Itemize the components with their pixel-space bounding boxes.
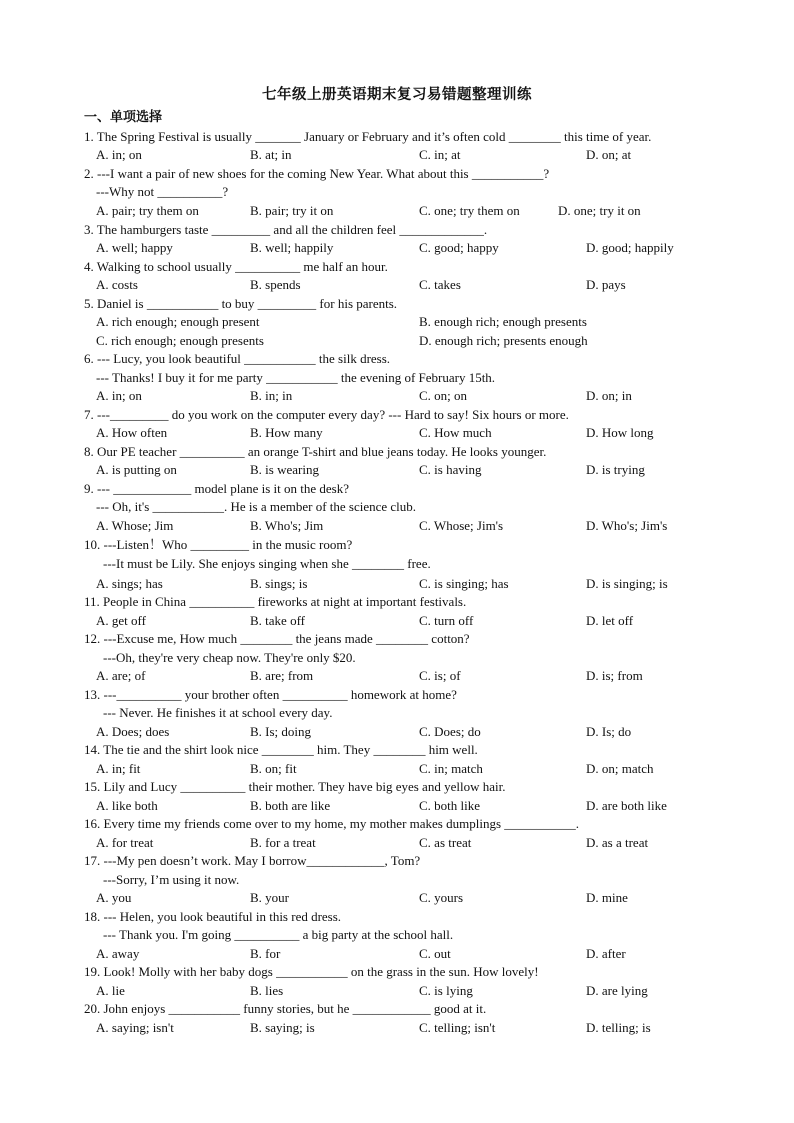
question-4: 4. Walking to school usually __________ me half an hour. (84, 259, 388, 274)
options-15 (0, 798, 794, 814)
option-a: A. is putting on (96, 462, 177, 477)
option-b: B. both are like (250, 798, 331, 813)
question-15: 15. Lily and Lucy __________ their mother. They have big eyes and yellow hair. (84, 779, 506, 794)
option-c: C. is singing; has (419, 576, 509, 591)
option-b: B. are; from (250, 668, 314, 683)
options-10 (0, 576, 794, 592)
options-11 (0, 613, 794, 629)
question-19: 19. Look! Molly with her baby dogs ___________ on the grass in the sun. How lovely! (84, 964, 539, 979)
option-b: B. is wearing (250, 462, 319, 477)
options-16 (0, 835, 794, 851)
option-d: D. mine (586, 890, 628, 905)
question-18-reply: --- Thank you. I'm going __________ a big party at the school hall. (103, 927, 454, 942)
option-b: B. for (250, 946, 281, 961)
question-12-reply: ---Oh, they're very cheap now. They're only $20. (103, 650, 356, 665)
question-13-reply: --- Never. He finishes it at school every day. (103, 705, 333, 720)
option-c: C. in; match (419, 761, 483, 776)
option-d: D. let off (586, 613, 634, 628)
options-3 (0, 240, 794, 256)
question-2: 2. ---I want a pair of new shoes for the coming New Year. What about this ___________? (84, 166, 550, 181)
question-18: 18. --- Helen, you look beautiful in this red dress. (84, 909, 342, 924)
option-d: D. is trying (586, 462, 645, 477)
question-5: 5. Daniel is ___________ to buy _________ for his parents. (84, 296, 398, 311)
options-4 (0, 277, 794, 293)
option-b: B. sings; is (250, 576, 308, 591)
option-a: A. How often (96, 425, 168, 440)
option-b: B. well; happily (250, 240, 334, 255)
options-20 (0, 1020, 794, 1036)
option-a: A. in; on (96, 147, 142, 162)
options-7 (0, 425, 794, 441)
question-13: 13. ---__________ your brother often __________ homework at home? (84, 687, 457, 702)
option-c: C. as treat (419, 835, 472, 850)
option-d: D. good; happily (586, 240, 674, 255)
option-d: D. enough rich; presents enough (419, 333, 588, 348)
option-a: A. sings; has (96, 576, 163, 591)
question-9-reply: --- Oh, it's ___________. He is a member of the science club. (96, 499, 417, 514)
option-b: B. Is; doing (250, 724, 312, 739)
option-a: A. well; happy (96, 240, 173, 255)
question-20: 20. John enjoys ___________ funny stories, but he ____________ good at it. (84, 1001, 487, 1016)
option-b: B. your (250, 890, 289, 905)
question-3: 3. The hamburgers taste _________ and all the children feel _____________. (84, 222, 488, 237)
option-d: D. after (586, 946, 626, 961)
option-b: B. in; in (250, 388, 293, 403)
question-6: 6. --- Lucy, you look beautiful ___________ the silk dress. (84, 351, 391, 366)
question-10: 10. ---Listen！Who _________ in the music room? (84, 537, 353, 552)
option-b: B. lies (250, 983, 284, 998)
option-c: C. is; of (419, 668, 461, 683)
option-d: D. on; at (586, 147, 632, 162)
option-b: B. enough rich; enough presents (419, 314, 587, 329)
section-heading: 一、单项选择 (84, 110, 163, 125)
option-d: D. as a treat (586, 835, 649, 850)
option-b: B. for a treat (250, 835, 316, 850)
options-18 (0, 946, 794, 962)
option-c: C. rich enough; enough presents (96, 333, 264, 348)
options-9 (0, 518, 794, 534)
options-8 (0, 462, 794, 478)
options-13 (0, 724, 794, 740)
option-a: A. Whose; Jim (96, 518, 174, 533)
option-c: C. is lying (419, 983, 473, 998)
option-d: D. Who's; Jim's (586, 518, 668, 533)
options-12 (0, 668, 794, 684)
option-d: D. How long (586, 425, 654, 440)
question-7: 7. ---_________ do you work on the computer every day? --- Hard to say! Six hours or more. (84, 407, 569, 422)
option-d: D. pays (586, 277, 626, 292)
option-d: D. is singing; is (586, 576, 668, 591)
option-a: A. are; of (96, 668, 146, 683)
option-a: A. costs (96, 277, 138, 292)
question-9: 9. --- ____________ model plane is it on the desk? (84, 481, 350, 496)
option-c: C. turn off (419, 613, 474, 628)
options-17 (0, 890, 794, 906)
option-c: C. in; at (419, 147, 461, 162)
option-a: A. away (96, 946, 140, 961)
option-d: D. on; match (586, 761, 654, 776)
question-1: 1. The Spring Festival is usually _______ January or February and it’s often cold ________ this time of year. (84, 129, 652, 144)
option-b: B. at; in (250, 147, 292, 162)
option-d: D. Is; do (586, 724, 632, 739)
option-b: B. on; fit (250, 761, 297, 776)
option-a: A. in; fit (96, 761, 141, 776)
option-a: A. get off (96, 613, 146, 628)
option-a: A. for treat (96, 835, 154, 850)
option-a: A. Does; does (96, 724, 170, 739)
question-17: 17. ---My pen doesn’t work. May I borrow____________, Tom? (84, 853, 421, 868)
question-11: 11. People in China __________ fireworks at night at important festivals. (84, 594, 467, 609)
page-title: 七年级上册英语期末复习易错题整理训练 (262, 87, 532, 103)
option-a: A. saying; isn't (96, 1020, 174, 1035)
option-d: D. is; from (586, 668, 643, 683)
option-b: B. Who's; Jim (250, 518, 324, 533)
option-d: D. are lying (586, 983, 648, 998)
option-b: B. spends (250, 277, 301, 292)
option-c: C. is having (419, 462, 482, 477)
option-c: C. takes (419, 277, 461, 292)
options-6 (0, 388, 794, 404)
option-a: A. pair; try them on (96, 203, 199, 218)
question-10-reply: ---It must be Lily. She enjoys singing when she ________ free. (103, 556, 431, 571)
option-c: C. yours (419, 890, 464, 905)
option-c: C. good; happy (419, 240, 499, 255)
option-c: C. one; try them on (419, 203, 520, 218)
option-a: A. you (96, 890, 132, 905)
option-a: A. like both (96, 798, 158, 813)
options-5-row-1 (0, 314, 794, 330)
option-c: C. Whose; Jim's (419, 518, 504, 533)
options-5-row-2 (0, 333, 794, 349)
option-c: C. telling; isn't (419, 1020, 496, 1035)
options-2 (0, 203, 794, 219)
option-c: C. out (419, 946, 451, 961)
option-d: D. telling; is (586, 1020, 651, 1035)
question-12: 12. ---Excuse me, How much ________ the jeans made ________ cotton? (84, 631, 470, 646)
option-d: D. one; try it on (558, 203, 641, 218)
question-16: 16. Every time my friends come over to my home, my mother makes dumplings ___________. (84, 816, 580, 831)
options-19 (0, 983, 794, 999)
option-a: A. lie (96, 983, 125, 998)
question-6-reply: --- Thanks! I buy it for me party ___________ the evening of February 15th. (96, 370, 496, 385)
options-1 (0, 147, 794, 163)
options-14 (0, 761, 794, 777)
option-d: D. on; in (586, 388, 632, 403)
option-c: C. How much (419, 425, 492, 440)
option-b: B. How many (250, 425, 323, 440)
option-c: C. on; on (419, 388, 468, 403)
question-17-reply: ---Sorry, I’m using it now. (103, 872, 240, 887)
question-8: 8. Our PE teacher __________ an orange T-shirt and blue jeans today. He looks younger. (84, 444, 547, 459)
question-2-reply: ---Why not __________? (96, 184, 229, 199)
option-c: C. both like (419, 798, 481, 813)
question-14: 14. The tie and the shirt look nice ________ him. They ________ him well. (84, 742, 478, 757)
option-a: A. in; on (96, 388, 142, 403)
option-a: A. rich enough; enough present (96, 314, 260, 329)
option-c: C. Does; do (419, 724, 481, 739)
option-b: B. pair; try it on (250, 203, 334, 218)
option-d: D. are both like (586, 798, 667, 813)
option-b: B. saying; is (250, 1020, 315, 1035)
option-b: B. take off (250, 613, 305, 628)
